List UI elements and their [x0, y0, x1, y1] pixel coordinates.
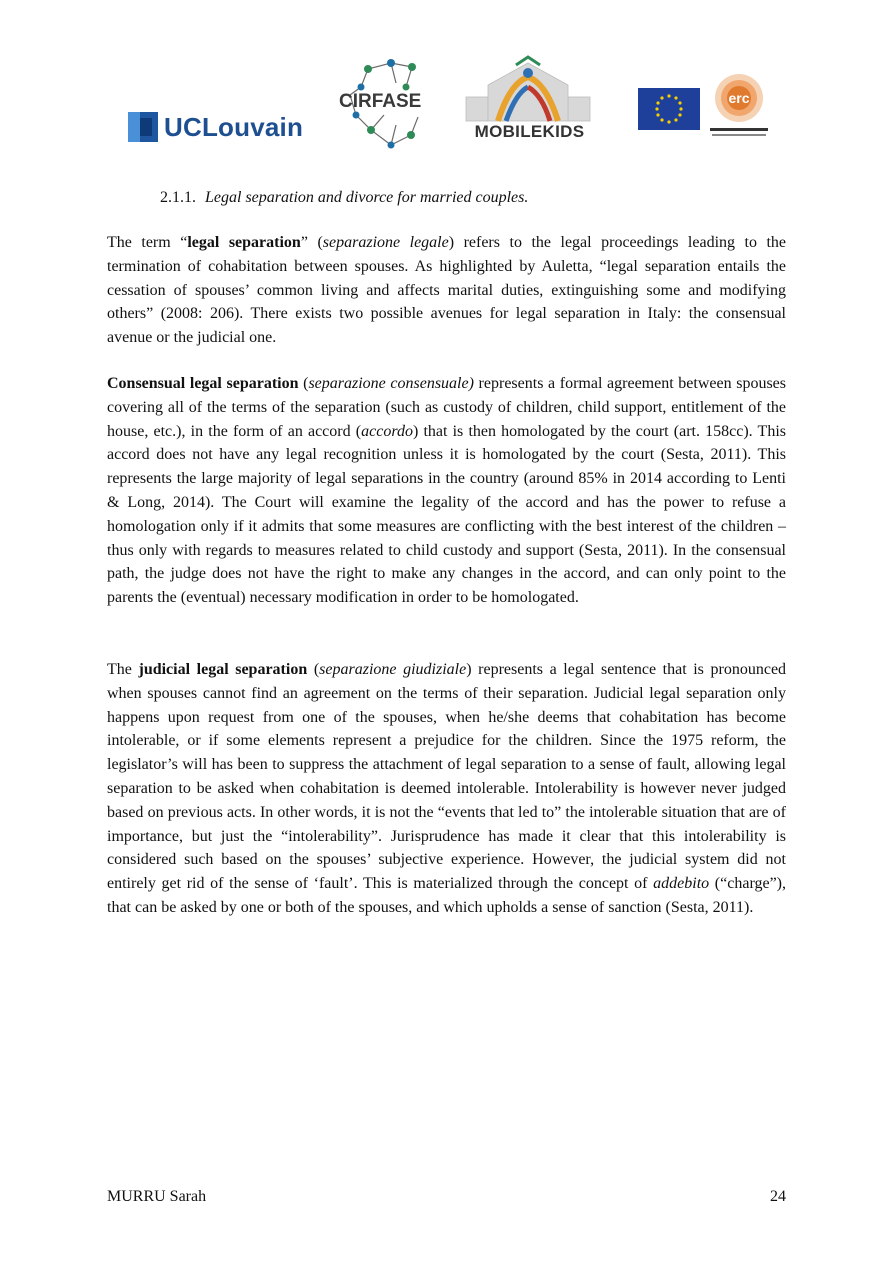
- text-run: ) refers to the legal proceedings leading to the termination of cohabitation between spouses. As highlighted by Auletta, “legal separation entails the cessation of spouses’ common living and affects marital duties, extinguishing some and modifying others” (2008: 206). There exists two possible avenues for legal separation in Italy: the consensual avenue or the judicial one.: [107, 234, 787, 347]
- text-run: (: [307, 661, 320, 678]
- paragraph-consensual-separation: [107, 372, 786, 610]
- cirfase-wordmark: CIRFASE: [339, 91, 422, 112]
- term-italian: separazione legale: [322, 234, 449, 251]
- term-italian: separazione consensuale): [308, 375, 474, 392]
- uclouvain-logo: [128, 110, 303, 144]
- paragraph-legal-separation: [107, 231, 786, 350]
- eu-flag-icon: [638, 88, 700, 130]
- term-italian: separazione giudiziale: [319, 661, 467, 678]
- text-run: (: [298, 375, 309, 392]
- text-run: The term “: [107, 234, 188, 251]
- cirfase-logo: [336, 55, 431, 155]
- text-run: represents a formal agreement between spouses covering all of the terms of the separation (such as custody of children, child support, entitlement of the house, etc.), in the form of an accord (: [107, 375, 786, 440]
- term-italian: addebito: [653, 875, 710, 893]
- text-run: ) that is then homologated by the court (art. 158cc). This accord does not have any legal recognition unless it is homologated by the court (Sesta, 2011). This represents the large majority of legal separations in the country (around 85% in 2014 according to Lenti & Long, 2014). The Court will examine the legality of the accord and has the power to refuse a homologation only if it admits that some measures are conflicting with the best interest of the children – thus only with regards to measures related to child custody and support (Sesta, 2011). In the consensual path, the judge does not have the right to make any changes in the accord, and can only point to the parents the (eventual) necessary modification in order to be homologated.: [107, 422, 786, 607]
- uclouvain-mark-icon: [128, 112, 158, 142]
- text-run: The: [107, 661, 139, 678]
- mobilekids-wordmark: MOBILEKIDS: [474, 122, 585, 141]
- text-run: ) represents a legal sentence that is pronounced when spouses cannot find an agreement on the terms of their separation. Judicial legal separation only happens upon request from one of the spouses, when he/she deems that cohabitation has become intolerable, or if some elements represent a prejudice for the children. Since the 1975 reform, the legislator’s will has been to suppress the attachment of legal separation to a sense of fault, allowing legal separation to be asked when cohabitation is deemed intolerable. Intolerability is however never judged based on previous acts. In other words, it is not the “events that led to” the intolerable situation that are of importance, but just the “intolerability”. Jurisprudence has made it clear that this intolerability is considered such based on the spouses’ subjective experience. However, the judicial system did not entirely get rid of the sense of ‘fault’. This is materialized through the concept of: [107, 661, 787, 893]
- paragraph-judicial-separation: [107, 658, 786, 920]
- term-judicial-separation: judicial legal separation: [138, 661, 308, 678]
- section-heading: [160, 189, 528, 207]
- term-legal-separation: legal separation: [187, 234, 301, 251]
- uclouvain-wordmark: UCLouvain: [164, 111, 304, 142]
- term-italian: accordo: [361, 422, 413, 440]
- footer-author: MURRU Sarah: [107, 1188, 207, 1205]
- page-number: 24: [770, 1188, 786, 1205]
- erc-logo: [704, 68, 774, 148]
- section-number: 2.1.1.: [160, 189, 196, 206]
- text-run: ” (: [300, 234, 323, 251]
- erc-wordmark: erc: [728, 90, 750, 106]
- term-consensual-separation: Consensual legal separation: [107, 375, 299, 392]
- text-run: (“charge”), that can be asked by one or both of the spouses, and which upholds a sense of sanction (Sesta, 2011).: [107, 875, 787, 916]
- section-title: Legal separation and divorce for married couples.: [205, 189, 529, 206]
- header-logos: [0, 0, 892, 170]
